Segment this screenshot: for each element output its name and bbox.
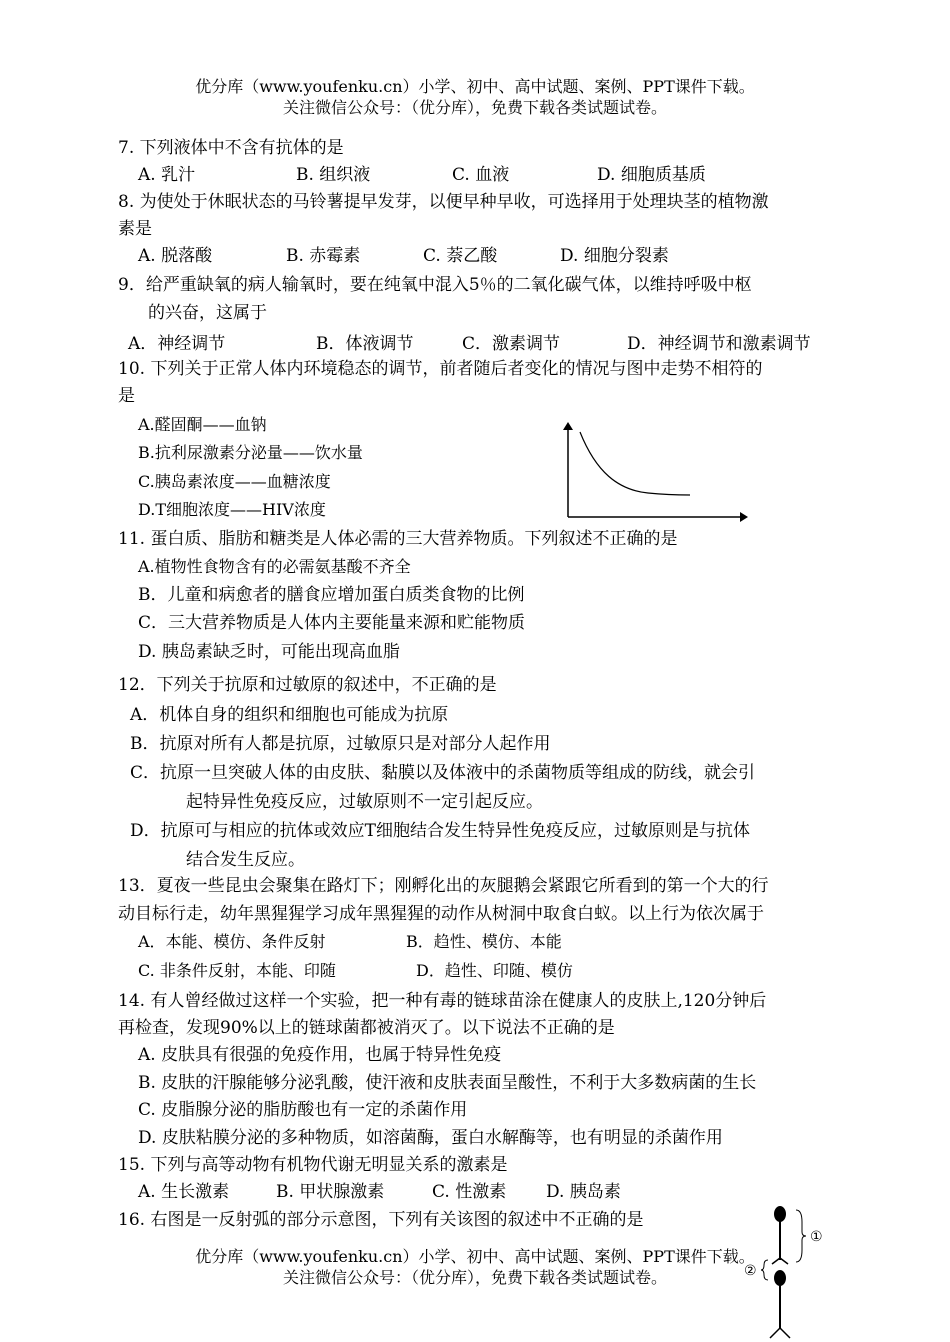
q9-stem-line-1: 9．给严重缺氧的病人输氧时，要在纯氧中混入5％的二氧化碳气体，以维持呼吸中枢 [118,275,752,295]
q9-option-d: D．神经调节和激素调节 [627,334,811,354]
q7-option-c: C. 血液 [452,165,510,185]
q8-option-d: D. 细胞分裂素 [560,246,669,266]
q8-option-c: C. 萘乙酸 [423,246,498,266]
q9-option-b: B．体液调节 [316,334,414,354]
graph-x-arrow [740,512,748,522]
q14-option-d: D. 皮肤粘膜分泌的多种物质，如溶菌酶，蛋白水解酶等，也有明显的杀菌作用 [138,1128,723,1148]
footer-line-1: 优分库（www.youfenku.cn）小学、初中、高中试题、案例、PPT课件下载。 [195,1247,755,1266]
q15-option-d: D. 胰岛素 [546,1182,621,1202]
q13-option-c: C. 非条件反射，本能、印随 [138,961,336,980]
q12-option-b: B．抗原对所有人都是抗原，过敏原只是对部分人起作用 [130,734,551,754]
q10-option-b: B.抗利尿激素分泌量——饮水量 [138,443,363,462]
q9-option-c: C．激素调节 [462,334,561,354]
q8-option-a: A. 脱落酸 [138,246,213,266]
q12-option-d-line-1: D．抗原可与相应的抗体或效应T细胞结合发生特异性免疫反应，过敏原则是与抗体 [130,821,750,841]
q11-option-a: A.植物性食物含有的必需氨基酸不齐全 [138,557,411,576]
q8-option-b: B. 赤霉素 [286,246,361,266]
q13-option-a: A．本能、模仿、条件反射 [138,932,326,951]
axon-branch-left [770,1328,780,1338]
q9-option-a: A．神经调节 [128,334,226,354]
graph-decreasing-curve [580,432,690,495]
trend-graph [558,422,748,527]
q11-stem: 11. 蛋白质、脂肪和糖类是人体必需的三大营养物质。下列叙述不正确的是 [118,529,678,549]
q14-stem-line-2: 再检查，发现90%以上的链球菌都被消灭了。以下说法不正确的是 [118,1018,615,1038]
q10-option-a: A.醛固酮——血钠 [138,415,267,434]
q12-option-c-line-2: 起特异性免疫反应，过敏原则不一定引起反应。 [186,792,543,812]
header-line-1: 优分库（www.youfenku.cn）小学、初中、高中试题、案例、PPT课件下载。 [195,77,755,96]
q10-stem-line-2: 是 [118,386,135,406]
q13-stem-line-2: 动目标行走，幼年黑猩猩学习成年黑猩猩的动作从树洞中取食白蚁。以上行为依次属于 [118,904,764,924]
q15-stem: 15. 下列与高等动物有机物代谢无明显关系的激素是 [118,1155,508,1175]
q10-option-c: C.胰岛素浓度——血糖浓度 [138,472,331,491]
neuron-cell-body-top [774,1206,786,1222]
q8-stem-line-2: 素是 [118,219,152,239]
label-2: ② [744,1263,757,1279]
q7-option-d: D. 细胞质基质 [597,165,706,185]
q13-option-b: B．趋性、模仿、本能 [406,932,562,951]
q12-stem: 12．下列关于抗原和过敏原的叙述中，不正确的是 [118,675,497,695]
q15-option-c: C. 性激素 [432,1182,507,1202]
q14-option-a: A. 皮肤具有很强的免疫作用，也属于特异性免疫 [138,1045,502,1065]
q15-option-b: B. 甲状腺激素 [276,1182,385,1202]
q16-stem: 16. 右图是一反射弧的部分示意图，下列有关该图的叙述中不正确的是 [118,1210,644,1230]
q8-stem-line-1: 8. 为使处于休眠状态的马铃薯提早发芽，以便早种早收，可选择用于处理块茎的植物激 [118,192,769,212]
q11-option-d: D. 胰岛素缺乏时，可能出现高血脂 [138,642,400,662]
page-header [0,76,950,118]
q7-option-b: B. 组织液 [296,165,371,185]
q14-option-b: B. 皮肤的汗腺能够分泌乳酸，使汗液和皮肤表面呈酸性，不利于大多数病菌的生长 [138,1073,757,1093]
q9-stem-line-2: 的兴奋，这属于 [148,303,267,323]
axon-branch-right [780,1328,790,1338]
q10-option-d: D.T细胞浓度——HIV浓度 [138,500,326,519]
q13-option-d: D．趋性、印随、模仿 [416,961,573,980]
q15-option-a: A. 生长激素 [138,1182,230,1202]
page-footer [0,1246,950,1288]
header-line-2: 关注微信公众号：（优分库），免费下载各类试题试卷。 [282,98,667,117]
q11-option-b: B．儿童和病愈者的膳食应增加蛋白质类食物的比例 [138,585,525,605]
q12-option-d-line-2: 结合发生反应。 [186,850,305,870]
q13-stem-line-1: 13．夏夜一些昆虫会聚集在路灯下；刚孵化出的灰腿鹅会紧跟它所看到的第一个大的行 [118,876,769,896]
q12-option-a: A．机体自身的组织和细胞也可能成为抗原 [130,705,449,725]
q7-stem: 7. 下列液体中不含有抗体的是 [118,138,344,158]
q14-option-c: C. 皮脂腺分泌的脂肪酸也有一定的杀菌作用 [138,1100,468,1120]
footer-line-2: 关注微信公众号：（优分库），免费下载各类试题试卷。 [282,1268,667,1287]
q10-stem-line-1: 10. 下列关于正常人体内环境稳态的调节，前者随后者变化的情况与图中走势不相符的 [118,359,763,379]
q11-option-c: C．三大营养物质是人体内主要能量来源和贮能物质 [138,613,526,633]
q12-option-c-line-1: C．抗原一旦突破人体的由皮肤、黏膜以及体液中的杀菌物质等组成的防线，就会引 [130,763,756,783]
q14-stem-line-1: 14. 有人曾经做过这样一个实验，把一种有毒的链球苗涂在健康人的皮肤上,120分钟后 [118,991,767,1011]
q7-option-a: A. 乳汁 [138,165,196,185]
label-1: ① [810,1229,823,1245]
graph-y-arrow [563,422,573,430]
